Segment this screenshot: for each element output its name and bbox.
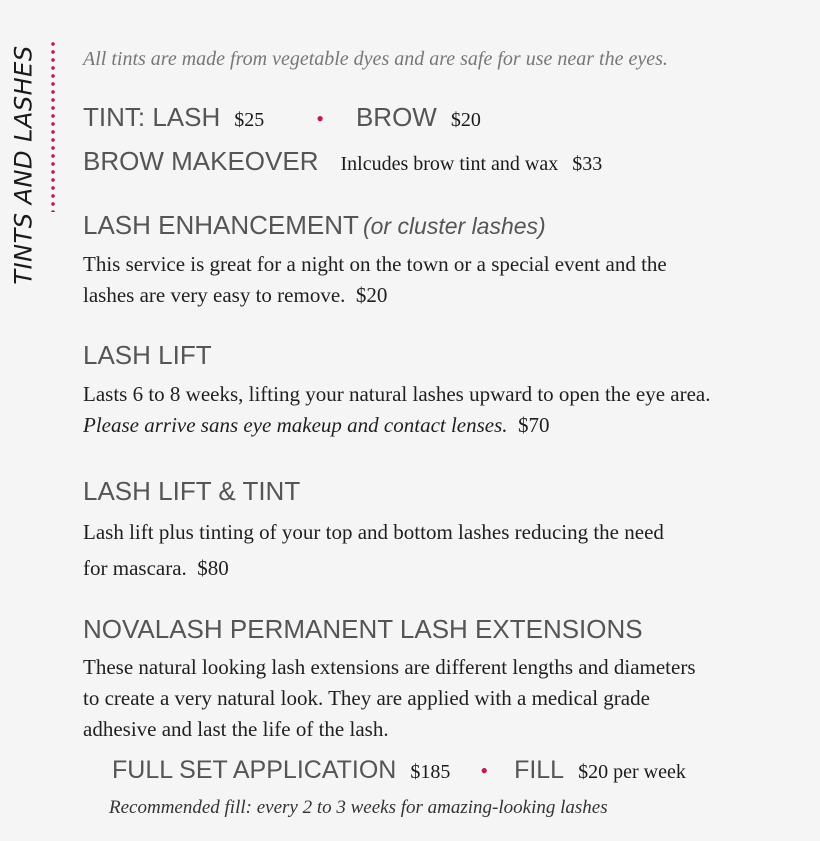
lash-enhancement-desc: [83, 249, 667, 311]
desc-line: adhesive and last the life of the lash.: [83, 717, 389, 741]
intro-note: All tints are made from vegetable dyes and are safe for use near the eyes.: [83, 48, 668, 70]
bullet-separator: •: [480, 758, 489, 783]
brow-makeover-price: $33: [572, 153, 603, 175]
desc-line: for mascara.: [83, 556, 187, 580]
tint-brow-price: $20: [450, 109, 481, 131]
lash-lift-heading: [83, 340, 212, 371]
tint-lash-price: $25: [234, 109, 265, 131]
brow-makeover-row: [83, 146, 602, 177]
desc-line: lashes are very easy to remove.: [83, 283, 346, 307]
full-set-price: $185: [410, 761, 451, 783]
desc-line: These natural looking lash extensions are different lengths and diameters: [83, 655, 696, 679]
brow-makeover-desc: Inlcudes brow tint and wax: [340, 153, 559, 175]
lash-lift-tint-heading: [83, 476, 300, 507]
fill-recommendation: Recommended fill: every 2 to 3 weeks for amazing-looking lashes: [109, 797, 608, 818]
lash-lift-price: $70: [518, 413, 550, 437]
lash-lift-tint-price: $80: [197, 556, 229, 580]
section-title: [4, 40, 44, 290]
fill-price: $20 per week: [578, 761, 686, 783]
lash-lift-tint-desc: [83, 514, 664, 586]
lash-enhancement-sub: (or cluster lashes): [362, 213, 546, 239]
fill-label: FILL: [514, 756, 565, 784]
desc-line: Please arrive sans eye makeup and contact lenses.: [83, 413, 508, 437]
section-title-text: TINTS AND LASHES: [10, 45, 39, 285]
lash-lift-desc: [83, 379, 710, 441]
lash-enhancement-label: LASH ENHANCEMENT: [83, 210, 359, 240]
brow-makeover-label: BROW MAKEOVER: [83, 146, 319, 176]
desc-line: Lasts 6 to 8 weeks, lifting your natural lashes upward to open the eye area.: [83, 382, 711, 406]
tint-lash-label: TINT: LASH: [83, 102, 221, 132]
desc-line: Lash lift plus tinting of your top and bottom lashes reducing the need: [83, 520, 664, 544]
tint-brow-label: BROW: [355, 102, 437, 132]
bullet-separator: •: [316, 106, 324, 131]
novalash-label: NOVALASH PERMANENT LASH EXTENSIONS: [83, 614, 643, 644]
novalash-heading: [83, 614, 643, 645]
lash-lift-tint-label: LASH LIFT & TINT: [83, 476, 301, 506]
lash-lift-label: LASH LIFT: [83, 340, 212, 370]
novalash-pricing-row: [112, 756, 686, 785]
novalash-desc: [83, 652, 696, 745]
desc-line: This service is great for a night on the town or a special event and the: [83, 252, 667, 276]
lash-enhancement-heading: [83, 210, 546, 241]
dotted-divider: [50, 40, 56, 212]
desc-line: to create a very natural look. They are applied with a medical grade: [83, 686, 650, 710]
full-set-label: FULL SET APPLICATION: [112, 756, 397, 784]
lash-enhancement-price: $20: [355, 283, 388, 307]
tint-row: [83, 102, 481, 133]
